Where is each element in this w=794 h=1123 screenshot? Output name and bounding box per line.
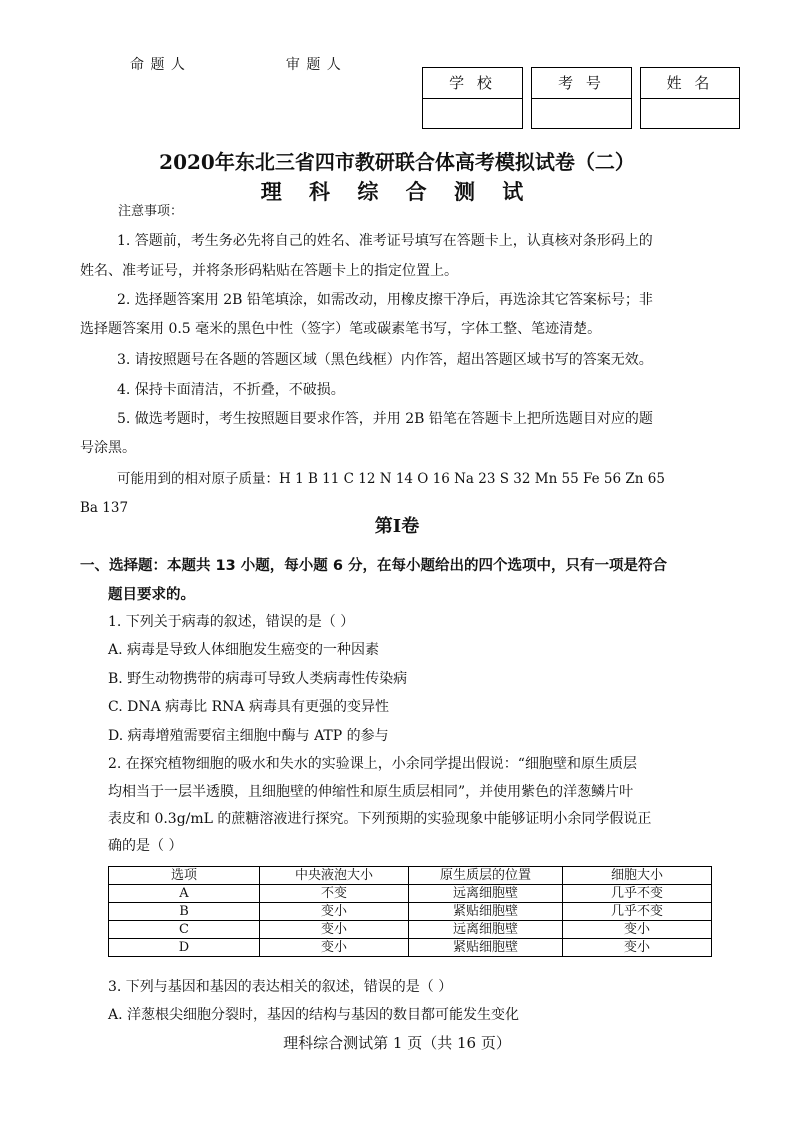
table-header-cell: 细胞大小 xyxy=(563,867,712,885)
table-cell: 变小 xyxy=(260,939,409,957)
school-label: 学 校 xyxy=(423,68,522,99)
table-cell: 远离细胞壁 xyxy=(409,921,563,939)
q3-stem: 3. 下列与基因和基因的表达相关的叙述，错误的是（ ） xyxy=(108,979,453,995)
table-cell: 变小 xyxy=(260,921,409,939)
table-cell: D xyxy=(109,939,260,957)
exam-subtitle: 理 科 综 合 测 试 xyxy=(260,179,534,204)
table-cell: B xyxy=(109,903,260,921)
exam-staff-line xyxy=(130,54,342,74)
q2-stem-3: 表皮和 0.3g/mL 的蔗糖溶液进行探究。下列预期的实验现象中能够证明小余同学假说正 xyxy=(108,811,652,827)
exam-title: 2020年东北三省四市教研联合体高考模拟试卷（二） xyxy=(159,150,635,174)
part1-heading: 一、选择题：本题共 13 小题，每小题 6 分，在每小题给出的四个选项中，只有一项是符合 xyxy=(80,558,667,574)
table-cell: 几乎不变 xyxy=(563,903,712,921)
table-header-cell: 原生质层的位置 xyxy=(409,867,563,885)
school-box[interactable] xyxy=(422,67,523,129)
q1-option-d: D. 病毒增殖需要宿主细胞中酶与 ATP 的参与 xyxy=(108,728,389,744)
notice-item-5b: 号涂黑。 xyxy=(80,440,136,456)
notice-item-5a: 5. 做选考题时，考生按照题目要求作答，并用 2B 铅笔在答题卡上把所选题目对应的题 xyxy=(117,411,653,427)
notice-item-2b: 选择题答案用 0.5 毫米的黑色中性（签字）笔或碳素笔书写，字体工整、笔迹清楚。 xyxy=(80,321,602,337)
table-cell: 变小 xyxy=(563,921,712,939)
q2-table xyxy=(108,866,712,957)
notice-item-4: 4. 保持卡面清洁，不折叠，不破损。 xyxy=(117,382,345,398)
setter-label: 命 题 人 xyxy=(130,57,186,73)
section-title: 第Ⅰ卷 xyxy=(374,516,420,537)
table-row xyxy=(109,939,712,957)
table-cell: 远离细胞壁 xyxy=(409,885,563,903)
q1-option-a: A. 病毒是导致人体细胞发生癌变的一种因素 xyxy=(108,642,380,658)
notice-item-2a: 2. 选择题答案用 2B 铅笔填涂，如需改动，用橡皮擦干净后，再选涂其它答案标号；非 xyxy=(117,292,653,308)
atomic-mass-line: 可能用到的相对原子质量：H 1 B 11 C 12 N 14 O 16 Na 23 S 32 Mn 55 Fe 56 Zn 65 xyxy=(117,471,665,487)
q1-stem: 1. 下列关于病毒的叙述，错误的是（ ） xyxy=(108,614,355,630)
table-cell: 变小 xyxy=(563,939,712,957)
table-cell: 紧贴细胞壁 xyxy=(409,903,563,921)
notice-item-1b: 姓名、准考证号，并将条形码粘贴在答题卡上的指定位置上。 xyxy=(80,263,458,279)
table-header-cell: 中央液泡大小 xyxy=(260,867,409,885)
table-cell: 不变 xyxy=(260,885,409,903)
page-footer: 理科综合测试第 1 页（共 16 页） xyxy=(283,1034,511,1052)
exam-number-box[interactable] xyxy=(531,67,632,129)
table-cell: 变小 xyxy=(260,903,409,921)
table-cell: 紧贴细胞壁 xyxy=(409,939,563,957)
reviewer-label: 审 题 人 xyxy=(285,57,342,73)
name-box[interactable] xyxy=(640,67,740,129)
q2-stem-1: 2. 在探究植物细胞的吸水和失水的实验课上，小余同学提出假说：“细胞壁和原生质层 xyxy=(108,756,637,772)
notice-item-3: 3. 请按照题号在各题的答题区域（黑色线框）内作答，超出答题区域书写的答案无效。 xyxy=(117,352,653,368)
q3-option-a: A. 洋葱根尖细胞分裂时，基因的结构与基因的数目都可能发生变化 xyxy=(108,1007,520,1023)
name-label: 姓 名 xyxy=(641,68,739,99)
q1-option-c: C. DNA 病毒比 RNA 病毒具有更强的变异性 xyxy=(108,699,389,715)
notice-item-1a: 1. 答题前，考生务必先将自己的姓名、准考证号填写在答题卡上，认真核对条形码上的 xyxy=(117,233,653,249)
table-row xyxy=(109,903,712,921)
q1-option-b: B. 野生动物携带的病毒可导致人类病毒性传染病 xyxy=(108,671,408,687)
table-row xyxy=(109,885,712,903)
q2-stem-2: 均相当于一层半透膜，且细胞壁的伸缩性和原生质层相同”，并使用紫色的洋葱鳞片叶 xyxy=(108,784,634,800)
table-row xyxy=(109,921,712,939)
part1-heading-2: 题目要求的。 xyxy=(108,587,195,603)
table-cell: A xyxy=(109,885,260,903)
table-cell: 几乎不变 xyxy=(563,885,712,903)
table-header-cell: 选项 xyxy=(109,867,260,885)
table-cell: C xyxy=(109,921,260,939)
table-header-row xyxy=(109,867,712,885)
atomic-mass-line-2: Ba 137 xyxy=(80,500,129,516)
q2-stem-4: 确的是（ ） xyxy=(108,838,183,854)
notice-heading: 注意事项： xyxy=(118,204,184,219)
exam-number-label: 考 号 xyxy=(532,68,631,99)
